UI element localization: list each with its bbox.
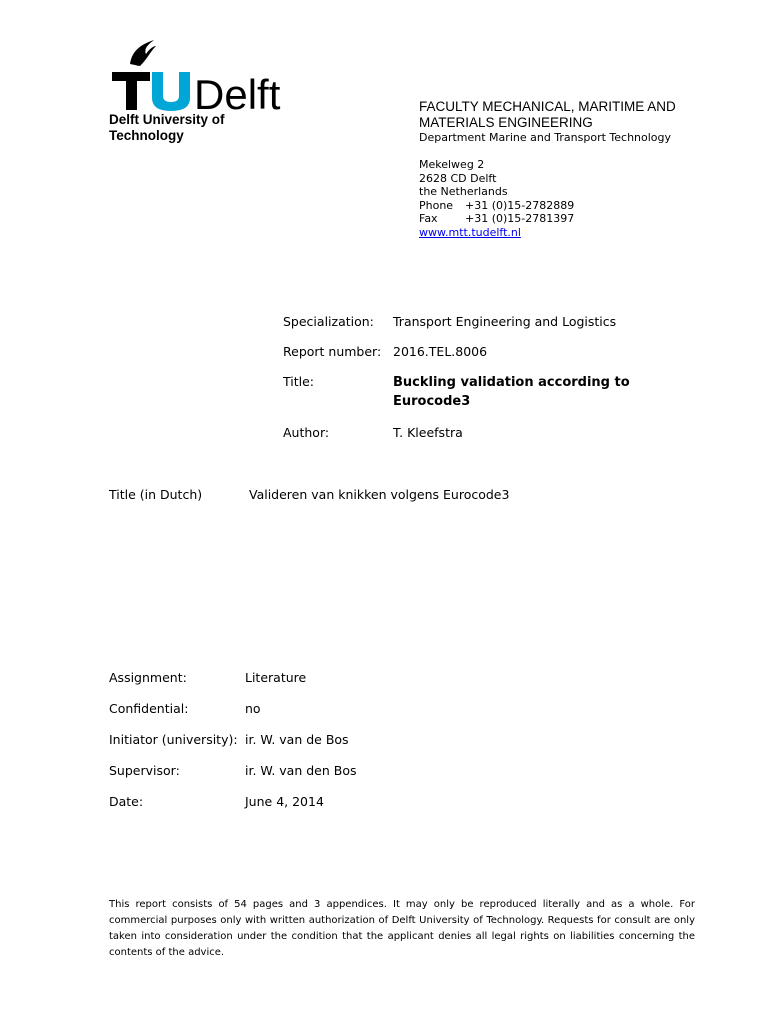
date-label: Date: [109, 794, 144, 809]
phone-number: +31 (0)15-2782889 [465, 198, 575, 212]
initiator-value: ir. W. van de Bos [245, 732, 349, 747]
fax-label: Fax [419, 212, 438, 225]
dutch-title-row [109, 487, 509, 502]
address-block [419, 158, 574, 239]
date-row [109, 794, 357, 825]
supervisor-value: ir. W. van den Bos [245, 763, 357, 778]
date-value: June 4, 2014 [245, 794, 324, 809]
university-name: Delft University of Technology [109, 112, 225, 143]
address-country: the Netherlands [419, 185, 508, 198]
supervisor-row [109, 763, 357, 794]
address-street: Mekelweg 2 [419, 158, 485, 171]
website-link[interactable]: www.mtt.tudelft.nl [419, 225, 521, 239]
report-number-value: 2016.TEL.8006 [393, 344, 488, 359]
phone-row [419, 199, 574, 213]
assignment-label: Assignment: [109, 670, 187, 685]
tu-delft-logo [110, 38, 310, 118]
fax-number: +31 (0)15-2781397 [465, 212, 575, 225]
title-value: Buckling validation according to Eurocode3 [393, 375, 630, 409]
title-label: Title: [283, 374, 314, 389]
title-row [283, 373, 643, 411]
report-number-label: Report number: [283, 344, 382, 359]
department-name: Department Marine and Transport Technology [419, 131, 672, 144]
author-value: T. Kleefstra [393, 425, 463, 440]
author-label: Author: [283, 425, 330, 440]
initiator-row [109, 732, 357, 763]
report-number-row [283, 343, 643, 360]
svg-text:Delft: Delft [194, 71, 281, 118]
address-postal: 2628 CD Delft [419, 171, 497, 185]
author-row [283, 424, 643, 441]
confidential-row [109, 701, 357, 732]
initiator-label: Initiator (university): [109, 732, 238, 747]
report-disclaimer: This report consists of 54 pages and 3 appendices. It may only be reproduced literally and as a whole. For commercial purposes only with written authorization of Delft University of Technology. Requests for consult are only taken into consideration under the condition that the applicant denies all legal rights on liabilities concerning the contents of the advice. [109, 899, 695, 958]
report-details [283, 313, 643, 454]
assignment-details [109, 670, 357, 825]
dutch-title-value: Valideren van knikken volgens Eurocode3 [249, 487, 510, 502]
fax-row [419, 212, 574, 226]
assignment-value: Literature [245, 670, 307, 685]
specialization-label: Specialization: [283, 314, 374, 329]
confidential-label: Confidential: [109, 701, 189, 716]
specialization-value: Transport Engineering and Logistics [393, 314, 617, 329]
assignment-row [109, 670, 357, 701]
confidential-value: no [245, 701, 261, 716]
dutch-title-label: Title (in Dutch) [109, 487, 203, 502]
faculty-name: FACULTY MECHANICAL, MARITIME AND MATERIALS ENGINEERING [419, 99, 676, 130]
specialization-row [283, 313, 643, 330]
phone-label: Phone [419, 198, 454, 212]
supervisor-label: Supervisor: [109, 763, 180, 778]
